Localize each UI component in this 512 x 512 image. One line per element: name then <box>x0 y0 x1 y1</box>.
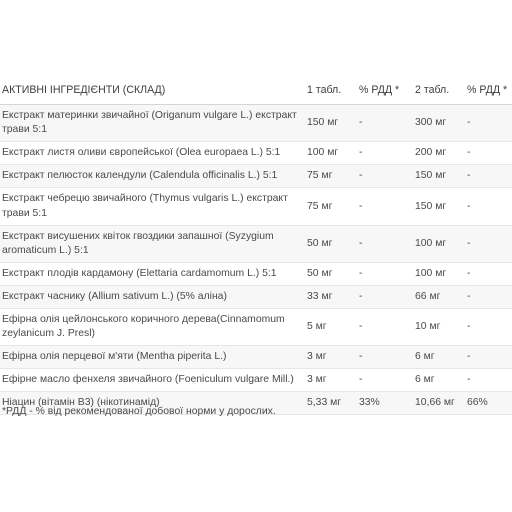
rda-two-tablets: - <box>467 170 471 182</box>
ingredient-name: Екстракт чебрецю звичайного (Thymus vulgaris L.) екстракт трави 5:1 <box>2 193 288 219</box>
rda-footnote: *РДД - % від рекомендованої добової норми у дорослих. <box>2 406 276 417</box>
amount-one-tablet: 100 мг <box>307 147 339 159</box>
table-row <box>0 165 512 188</box>
ingredient-name: Екстракт часнику (Allium sativum L.) (5% аліна) <box>2 290 227 302</box>
ingredient-name: Ефірна олія цейлонського коричного дерева(Cinnamomum zeylanicum J. Presl) <box>2 313 285 339</box>
amount-two-tablets: 6 мг <box>415 373 435 385</box>
rda-one-tablet: - <box>359 267 363 279</box>
rda-two-tablets: - <box>467 147 471 159</box>
rda-one-tablet: - <box>359 237 363 249</box>
table-row <box>0 308 512 345</box>
amount-two-tablets: 200 мг <box>415 147 447 159</box>
ingredient-name: Ефірне масло фенхеля звичайного (Foeniculum vulgare Mill.) <box>2 373 294 385</box>
ingredients-table <box>0 80 512 415</box>
ingredient-name: Екстракт висушених квіток гвоздики запашної (Syzygium aromaticum L.) 5:1 <box>2 230 274 256</box>
header-rda-two: % РДД * <box>465 80 512 105</box>
table-row <box>0 262 512 285</box>
amount-one-tablet: 75 мг <box>307 200 333 212</box>
table-row <box>0 142 512 165</box>
amount-two-tablets: 10 мг <box>415 320 441 332</box>
rda-two-tablets: - <box>467 350 471 362</box>
amount-one-tablet: 5,33 мг <box>307 396 342 408</box>
header-ingredients: АКТИВНІ ІНГРЕДІЄНТИ (СКЛАД) <box>0 80 305 105</box>
ingredient-name: Екстракт плодів кардамону (Elettaria cardamomum L.) 5:1 <box>2 267 277 279</box>
table-row <box>0 368 512 391</box>
header-one-tablet: 1 табл. <box>305 80 357 105</box>
amount-one-tablet: 33 мг <box>307 290 333 302</box>
rda-two-tablets: - <box>467 117 471 129</box>
amount-one-tablet: 3 мг <box>307 373 327 385</box>
rda-one-tablet: - <box>359 200 363 212</box>
rda-one-tablet: - <box>359 373 363 385</box>
amount-one-tablet: 50 мг <box>307 237 333 249</box>
amount-two-tablets: 300 мг <box>415 117 447 129</box>
rda-one-tablet: - <box>359 170 363 182</box>
rda-one-tablet: - <box>359 117 363 129</box>
table-header-row <box>0 80 512 105</box>
rda-one-tablet: 33% <box>359 396 380 408</box>
rda-two-tablets: - <box>467 200 471 212</box>
ingredient-name: Екстракт листя оливи європейської (Olea europaea L.) 5:1 <box>2 147 281 159</box>
amount-two-tablets: 100 мг <box>415 267 447 279</box>
amount-one-tablet: 50 мг <box>307 267 333 279</box>
amount-one-tablet: 150 мг <box>307 117 339 129</box>
amount-one-tablet: 5 мг <box>307 320 327 332</box>
rda-one-tablet: - <box>359 290 363 302</box>
rda-one-tablet: - <box>359 320 363 332</box>
rda-two-tablets: - <box>467 237 471 249</box>
rda-two-tablets: 66% <box>467 396 488 408</box>
table-row <box>0 105 512 142</box>
amount-one-tablet: 3 мг <box>307 350 327 362</box>
rda-two-tablets: - <box>467 290 471 302</box>
amount-two-tablets: 150 мг <box>415 170 447 182</box>
rda-two-tablets: - <box>467 267 471 279</box>
amount-two-tablets: 150 мг <box>415 200 447 212</box>
table-row <box>0 188 512 225</box>
ingredient-name: Ефірна олія перцевої м'яти (Mentha piperita L.) <box>2 350 227 362</box>
amount-one-tablet: 75 мг <box>307 170 333 182</box>
header-rda-one: % РДД * <box>357 80 413 105</box>
amount-two-tablets: 6 мг <box>415 350 435 362</box>
rda-one-tablet: - <box>359 350 363 362</box>
amount-two-tablets: 100 мг <box>415 237 447 249</box>
ingredient-name: Екстракт пелюсток календули (Calendula officinalis L.) 5:1 <box>2 170 278 182</box>
rda-two-tablets: - <box>467 320 471 332</box>
header-two-tablets: 2 табл. <box>413 80 465 105</box>
amount-two-tablets: 66 мг <box>415 290 441 302</box>
ingredient-name: Ніацин (вітамін В3) (нікотинамід) <box>2 396 160 408</box>
rda-two-tablets: - <box>467 373 471 385</box>
ingredient-name: Екстракт материнки звичайної (Origanum vulgare L.) екстракт трави 5:1 <box>2 110 297 136</box>
table-row <box>0 345 512 368</box>
amount-two-tablets: 10,66 мг <box>415 396 455 408</box>
rda-one-tablet: - <box>359 147 363 159</box>
table-row <box>0 285 512 308</box>
table-row <box>0 225 512 262</box>
